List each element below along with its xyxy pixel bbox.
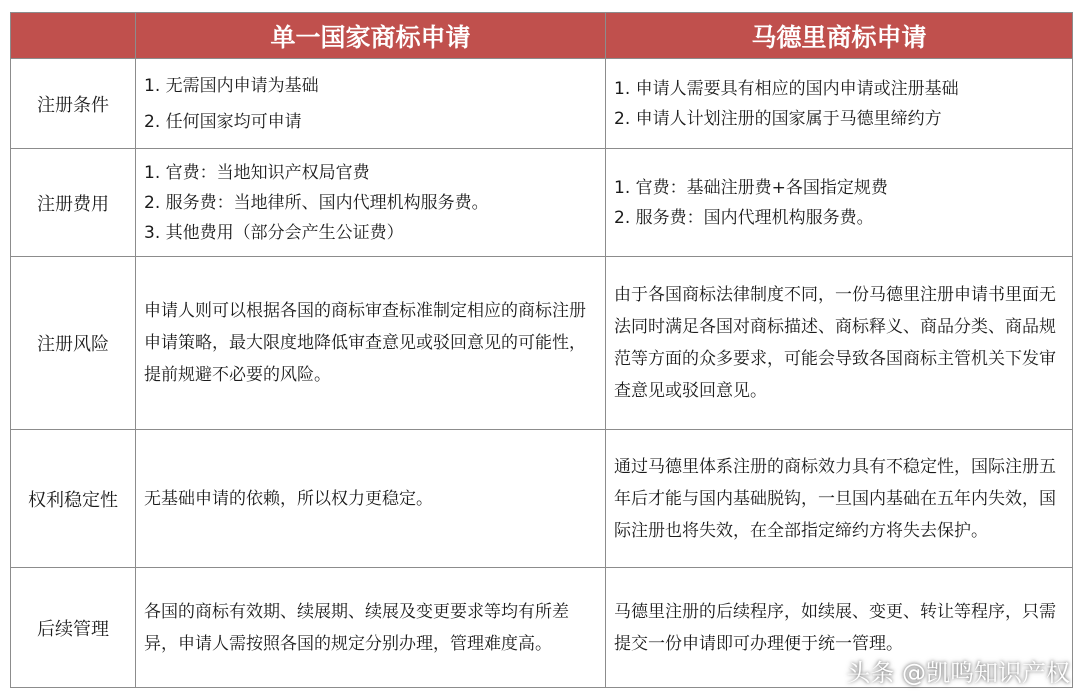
row-label: 注册费用	[11, 149, 136, 257]
watermark: 头条 @凯鸣知识产权	[846, 659, 1070, 687]
row-label: 注册条件	[11, 59, 136, 149]
single-cell	[136, 568, 606, 688]
cell-line: 2. 任何国家均可申请	[144, 111, 302, 132]
cell-line: 3. 其他费用（部分会产生公证费）	[144, 222, 404, 243]
madrid-cell	[606, 149, 1073, 257]
row-label: 后续管理	[11, 568, 136, 688]
cell-paragraph: 由于各国商标法律制度不同，一份马德里注册申请书里面无法同时满足各国对商标描述、商标释义、商品分类、商品规范等方面的众多要求，可能会导致各国商标主管机关下发审查意见或驳回意见。	[614, 285, 1056, 401]
single-cell	[136, 257, 606, 430]
cell-paragraph: 申请人则可以根据各国的商标审查标准制定相应的商标注册申请策略，最大限度地降低审查意见或驳回意见的可能性，提前规避不必要的风险。	[144, 301, 586, 385]
comparison-table	[10, 12, 1073, 688]
single-cell	[136, 149, 606, 257]
single-cell	[136, 59, 606, 149]
header-row	[11, 13, 1073, 59]
header-single-country: 单一国家商标申请	[136, 13, 606, 59]
cell-line: 1. 申请人需要具有相应的国内申请或注册基础	[614, 78, 959, 99]
header-corner	[11, 13, 136, 59]
cell-line: 2. 申请人计划注册的国家属于马德里缔约方	[614, 108, 942, 129]
table-row	[11, 59, 1073, 149]
single-cell	[136, 430, 606, 568]
madrid-cell	[606, 59, 1073, 149]
cell-paragraph: 无基础申请的依赖，所以权力更稳定。	[144, 488, 433, 509]
table-row	[11, 149, 1073, 257]
row-label: 注册风险	[11, 257, 136, 430]
cell-line: 2. 服务费：国内代理机构服务费。	[614, 207, 874, 228]
cell-line: 2. 服务费：当地律所、国内代理机构服务费。	[144, 192, 489, 213]
header-madrid: 马德里商标申请	[606, 13, 1073, 59]
madrid-cell	[606, 257, 1073, 430]
row-label: 权利稳定性	[11, 430, 136, 568]
table-row	[11, 430, 1073, 568]
cell-line: 1. 官费：当地知识产权局官费	[144, 162, 370, 183]
madrid-cell	[606, 430, 1073, 568]
cell-paragraph: 通过马德里体系注册的商标效力具有不稳定性，国际注册五年后才能与国内基础脱钩，一旦国内基础在五年内失效，国际注册也将失效，在全部指定缔约方将失去保护。	[614, 456, 1056, 541]
cell-line: 1. 无需国内申请为基础	[144, 75, 319, 96]
cell-paragraph: 各国的商标有效期、续展期、续展及变更要求等均有所差异，申请人需按照各国的规定分别办理，管理难度高。	[144, 601, 569, 654]
cell-line: 1. 官费：基础注册费+各国指定规费	[614, 177, 888, 198]
cell-paragraph: 马德里注册的后续程序，如续展、变更、转让等程序，只需提交一份申请即可办理便于统一管理。	[614, 601, 1056, 654]
table-row	[11, 257, 1073, 430]
